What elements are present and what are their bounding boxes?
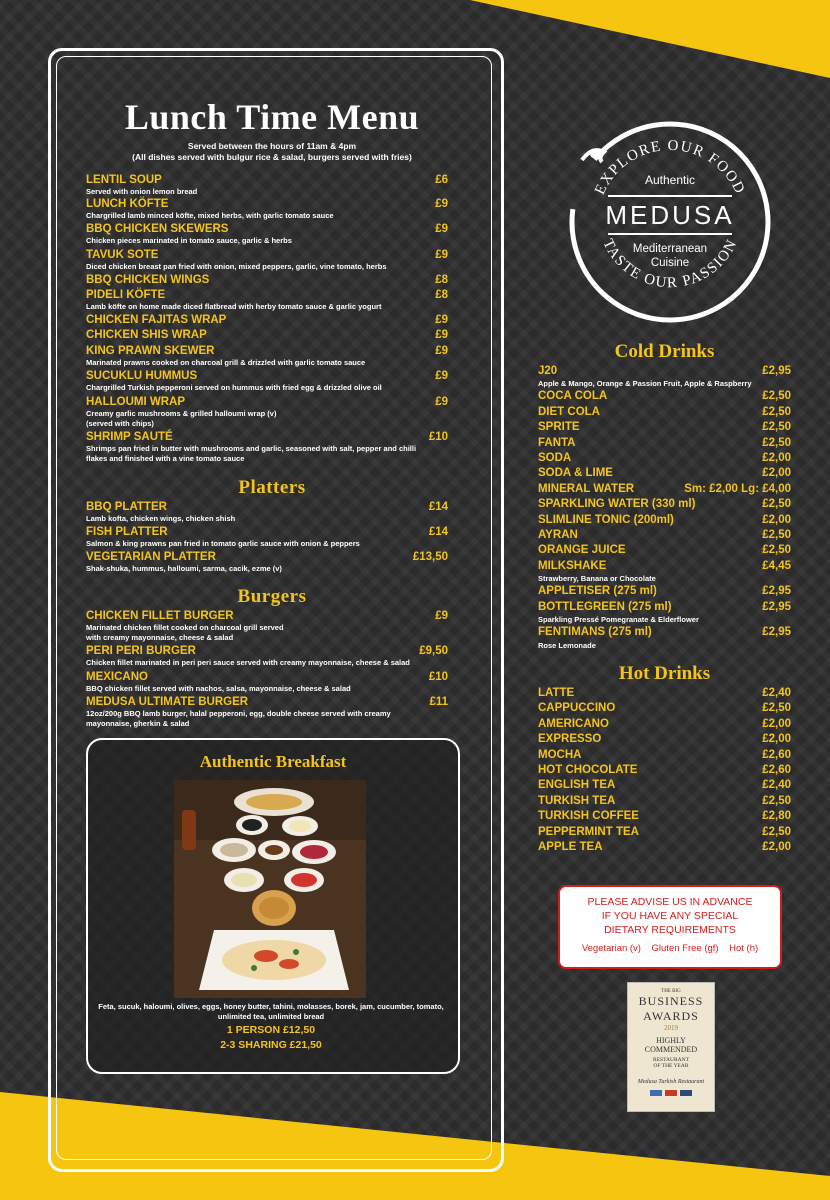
item-desc: Chicken fillet marinated in peri peri sauce served with creamy mayonnaise, cheese & salad bbox=[86, 658, 410, 667]
platters-heading: Platters bbox=[238, 477, 306, 498]
drink-row bbox=[538, 600, 791, 615]
item-desc: Chargrilled Turkish pepperoni served on hummus with fried egg & drizzled olive oil bbox=[86, 383, 382, 392]
breakfast-price-1: 1 PERSON £12,50 bbox=[226, 1024, 316, 1036]
menu-item bbox=[86, 345, 448, 368]
breakfast-photo bbox=[174, 780, 366, 998]
item-desc: Lamb kofta, chicken wings, chicken shish bbox=[86, 514, 236, 523]
drink-price: £2,00 bbox=[762, 467, 791, 480]
burgers-heading: Burgers bbox=[237, 586, 307, 607]
item-price: £9 bbox=[435, 370, 448, 382]
menu-item bbox=[86, 431, 448, 463]
drink-name: CAPPUCCINO bbox=[538, 702, 616, 715]
drink-name: BOTTLEGREEN (275 ml) bbox=[538, 600, 672, 613]
sponsor-logo bbox=[680, 1090, 692, 1096]
menu-item bbox=[86, 274, 448, 287]
drink-price: £2,50 bbox=[762, 529, 791, 542]
item-name: MEXICANO bbox=[86, 671, 148, 683]
item-name: LENTIL SOUP bbox=[86, 174, 162, 186]
drink-desc: Sparkling Pressé Pomegranate & Elderflower bbox=[538, 615, 699, 625]
item-desc: Shak-shuka, hummus, halloumi, sarma, cacik, ezme (v) bbox=[86, 564, 282, 573]
item-name: BBQ CHICKEN WINGS bbox=[86, 274, 210, 286]
drink-name: FENTIMANS (275 ml) bbox=[538, 626, 652, 639]
drink-price: £2,50 bbox=[762, 421, 791, 434]
drink-name: MINERAL WATER bbox=[538, 482, 635, 495]
item-name: CHICKEN FAJITAS WRAP bbox=[86, 314, 227, 326]
item-desc: Diced chicken breast pan fried with onion, mixed peppers, garlic, vine tomato, herbs bbox=[86, 262, 387, 271]
menu-item bbox=[86, 370, 448, 393]
drink-desc: Strawberry, Banana or Chocolate bbox=[538, 574, 656, 584]
menu-item bbox=[86, 198, 448, 221]
menu-item bbox=[86, 289, 448, 312]
drink-name: TURKISH COFFEE bbox=[538, 810, 639, 823]
drink-price: £2,50 bbox=[762, 436, 791, 449]
sponsor-logo bbox=[650, 1090, 662, 1096]
drink-row bbox=[538, 559, 791, 574]
item-price: £9 bbox=[435, 198, 448, 210]
drink-row bbox=[538, 451, 791, 466]
drink-row bbox=[538, 584, 791, 599]
item-name: SUCUKLU HUMMUS bbox=[86, 370, 198, 382]
drink-name: LATTE bbox=[538, 687, 575, 699]
drink-name: APPLE TEA bbox=[538, 841, 603, 854]
drink-price: £2,60 bbox=[762, 748, 791, 761]
drink-price: £2,40 bbox=[762, 779, 791, 792]
award-certificate bbox=[627, 982, 715, 1112]
menu-item bbox=[86, 249, 448, 272]
drink-row bbox=[538, 686, 791, 701]
item-desc: Lamb köfte on home made diced flatbread with herby tomato sauce & garlic yogurt bbox=[86, 302, 382, 311]
drink-name: APPLETISER (275 ml) bbox=[538, 585, 657, 598]
drink-name: MOCHA bbox=[538, 748, 582, 761]
medusa-logo bbox=[568, 120, 772, 324]
dietary-notice bbox=[558, 885, 782, 969]
drink-price: £2,95 bbox=[762, 600, 791, 613]
award-hc1: HIGHLY bbox=[656, 1036, 686, 1045]
item-name: FISH PLATTER bbox=[86, 526, 168, 538]
item-price: £9 bbox=[435, 610, 448, 622]
drink-price: £2,50 bbox=[762, 794, 791, 807]
drink-row bbox=[538, 732, 791, 747]
drink-price: £2,95 bbox=[762, 626, 791, 639]
drink-price: £2,50 bbox=[762, 405, 791, 418]
drink-row bbox=[538, 466, 791, 481]
item-name: BBQ CHICKEN SKEWERS bbox=[86, 223, 229, 235]
item-desc: Shrimps pan fried in butter with mushrooms and garlic, seasoned with salt, pepper and chilli bbox=[86, 444, 417, 453]
drink-row bbox=[538, 825, 791, 840]
drink-price: £2,40 bbox=[762, 687, 791, 699]
advise-line1: PLEASE ADVISE US IN ADVANCE bbox=[587, 896, 753, 908]
drink-name: SPRITE bbox=[538, 421, 580, 434]
drink-name: SODA & LIME bbox=[538, 467, 613, 480]
drink-row bbox=[538, 513, 791, 528]
drink-row bbox=[538, 701, 791, 716]
drink-name: TURKISH TEA bbox=[538, 794, 616, 807]
item-desc-2: with creamy mayonnaise, cheese & salad bbox=[86, 632, 234, 642]
drink-name: SLIMLINE TONIC (200ml) bbox=[538, 513, 674, 526]
hot-drinks-heading: Hot Drinks bbox=[618, 663, 711, 684]
item-name: SHRIMP SAUTÉ bbox=[86, 431, 173, 443]
drink-name: J20 bbox=[538, 365, 558, 377]
breakfast-title: Authentic Breakfast bbox=[199, 752, 347, 771]
item-name: TAVUK SOTE bbox=[86, 249, 159, 261]
breakfast-desc bbox=[96, 1002, 446, 1022]
drink-row bbox=[538, 405, 791, 420]
item-name: BBQ PLATTER bbox=[86, 501, 167, 513]
menu-item bbox=[86, 396, 448, 428]
breakfast-price-2: 2-3 SHARING £21,50 bbox=[220, 1039, 322, 1051]
drink-row bbox=[538, 528, 791, 543]
item-price: £6 bbox=[435, 174, 448, 186]
logo-line2: Cuisine bbox=[650, 257, 690, 269]
item-price: £9 bbox=[435, 249, 448, 261]
item-price: £11 bbox=[429, 696, 448, 708]
drink-row bbox=[538, 543, 791, 558]
cold-drinks-heading: Cold Drinks bbox=[614, 341, 715, 362]
item-name: PERI PERI BURGER bbox=[86, 645, 196, 657]
drink-desc: Apple & Mango, Orange & Passion Fruit, Apple & Raspberry bbox=[538, 379, 752, 389]
drink-price: £2,00 bbox=[762, 733, 791, 746]
item-price: £10 bbox=[428, 431, 448, 443]
item-price: £10 bbox=[428, 671, 448, 683]
logo-name: MEDUSA bbox=[605, 200, 735, 230]
award-r1: RESTAURANT bbox=[653, 1057, 689, 1063]
drink-price: £2,50 bbox=[762, 498, 791, 511]
sponsor-logo bbox=[665, 1090, 677, 1096]
award-r2: OF THE YEAR bbox=[653, 1063, 689, 1069]
logo-line1: Mediterranean bbox=[632, 243, 708, 255]
drink-row bbox=[538, 794, 791, 809]
item-desc: Creamy garlic mushrooms & grilled halloumi wrap (v) bbox=[86, 409, 277, 418]
item-name: VEGETARIAN PLATTER bbox=[86, 551, 216, 563]
drink-name: ENGLISH TEA bbox=[538, 779, 616, 792]
drink-price: £2,95 bbox=[762, 585, 791, 598]
drink-name: MILKSHAKE bbox=[538, 559, 607, 572]
award-awards: AWARDS bbox=[643, 1009, 699, 1023]
served-note: Served between the hours of 11am & 4pm bbox=[187, 141, 357, 151]
item-price: £14 bbox=[428, 501, 448, 513]
drink-name: FANTA bbox=[538, 436, 576, 449]
menu-item bbox=[86, 645, 448, 668]
menu-item bbox=[86, 501, 448, 524]
drink-row bbox=[538, 364, 791, 379]
svg-text:EXPLORE OUR FOOD bbox=[592, 138, 748, 197]
drink-price: £2,50 bbox=[762, 390, 791, 403]
item-name: CHICKEN FILLET BURGER bbox=[86, 610, 234, 622]
item-desc: Served with onion lemon bread bbox=[86, 187, 198, 196]
drink-price: £2,50 bbox=[762, 544, 791, 557]
item-desc: Chicken pieces marinated in tomato sauce, garlic & herbs bbox=[86, 236, 292, 245]
drink-name: AYRAN bbox=[538, 529, 578, 542]
drink-row bbox=[538, 748, 791, 763]
drink-name: HOT CHOCOLATE bbox=[538, 764, 638, 777]
item-name: CHICKEN SHIS WRAP bbox=[86, 329, 207, 341]
drink-name: ORANGE JUICE bbox=[538, 544, 626, 557]
drink-price: £2,00 bbox=[762, 513, 791, 526]
drink-row bbox=[538, 389, 791, 404]
item-desc: Marinated prawns cooked on charcoal grill & drizzled with garlic tomato sauce bbox=[86, 358, 366, 367]
drink-row bbox=[538, 763, 791, 778]
drink-row bbox=[538, 840, 791, 855]
drink-row bbox=[538, 778, 791, 793]
drink-price: £2,95 bbox=[762, 365, 791, 377]
award-signature: Medusa Turkish Restaurant bbox=[637, 1079, 705, 1085]
menu-item bbox=[86, 526, 448, 549]
drink-price: Sm: £2,00 Lg: £4,00 bbox=[684, 482, 791, 495]
drink-name: PEPPERMINT TEA bbox=[538, 825, 639, 838]
item-desc: Marinated chicken fillet cooked on charcoal grill served bbox=[86, 623, 284, 632]
drink-row bbox=[538, 482, 791, 497]
item-price: £13,50 bbox=[412, 551, 448, 563]
drink-name: AMERICANO bbox=[538, 717, 609, 730]
item-price: £9 bbox=[435, 396, 448, 408]
drink-price: £4,45 bbox=[762, 559, 791, 572]
drink-price: £2,00 bbox=[762, 841, 791, 854]
item-price: £8 bbox=[435, 289, 448, 301]
served-note-2: (All dishes served with bulgur rice & salad, burgers served with fries) bbox=[132, 152, 412, 162]
item-desc-2: flakes and finished with a vine tomato sauce bbox=[86, 453, 245, 463]
drink-price: £2,50 bbox=[762, 825, 791, 838]
menu-item bbox=[86, 696, 448, 728]
item-name: KING PRAWN SKEWER bbox=[86, 345, 215, 357]
logo-bottom-arc: TASTE OUR PASSION bbox=[599, 236, 741, 292]
item-desc-2: mayonnaise, gherkin & salad bbox=[86, 718, 190, 728]
drink-row bbox=[538, 625, 791, 640]
drink-name: SPARKLING WATER (330 ml) bbox=[538, 498, 696, 511]
breakfast-desc-line1: Feta, sucuk, haloumi, olives, eggs, honey butter, tahini, molasses, borek, jam, cucumber, tomato, bbox=[98, 1002, 444, 1011]
drink-price: £2,00 bbox=[762, 717, 791, 730]
menu-item bbox=[86, 223, 448, 246]
item-price: £14 bbox=[428, 526, 448, 538]
lunch-title: Lunch Time Menu bbox=[124, 97, 420, 137]
drink-row bbox=[538, 497, 791, 512]
drink-price: £2,00 bbox=[762, 452, 791, 465]
item-price: £8 bbox=[435, 274, 448, 286]
drink-name: DIET COLA bbox=[538, 405, 600, 418]
item-price: £9 bbox=[435, 329, 448, 341]
menu-item bbox=[86, 671, 448, 694]
item-name: MEDUSA ULTIMATE BURGER bbox=[86, 696, 249, 708]
advise-line3: DIETARY REQUIREMENTS bbox=[604, 924, 736, 936]
drink-desc: Rose Lemonade bbox=[538, 640, 596, 650]
item-desc-2: (served with chips) bbox=[86, 418, 154, 428]
drink-row bbox=[538, 809, 791, 824]
item-price: £9 bbox=[435, 314, 448, 326]
award-hc2: COMMENDED bbox=[644, 1045, 698, 1054]
item-desc: BBQ chicken fillet served with nachos, salsa, mayonnaise, cheese & salad bbox=[86, 684, 351, 693]
drink-row bbox=[538, 717, 791, 732]
menu-item bbox=[86, 329, 448, 342]
drink-name: COCA COLA bbox=[538, 390, 608, 403]
drink-row bbox=[538, 420, 791, 435]
menu-item bbox=[86, 610, 448, 642]
item-desc: Chargrilled lamb minced köfte, mixed herbs, with garlic tomato sauce bbox=[86, 211, 334, 220]
item-price: £9,50 bbox=[419, 645, 448, 657]
item-desc: Salmon & king prawns pan fried in tomato garlic sauce with onion & peppers bbox=[86, 539, 360, 548]
menu-item bbox=[86, 314, 448, 327]
drink-row bbox=[538, 436, 791, 451]
award-small: THE BIG bbox=[661, 989, 681, 994]
drink-name: SODA bbox=[538, 452, 572, 465]
award-year: 2019 bbox=[664, 1024, 678, 1032]
item-name: LUNCH KÖFTE bbox=[86, 198, 169, 210]
hot-drinks-list bbox=[538, 686, 791, 855]
item-desc: 12oz/200g BBQ lamb burger, halal pepperoni, egg, double cheese served with creamy bbox=[86, 709, 391, 718]
menu-item bbox=[86, 174, 448, 197]
item-price: £9 bbox=[435, 223, 448, 235]
menu-item bbox=[86, 551, 448, 574]
dietary-legend: Vegetarian (v) Gluten Free (gf) Hot (h) bbox=[581, 943, 759, 954]
cold-drinks-list bbox=[538, 364, 791, 651]
breakfast-desc-line2: unlimited tea, unlimited bread bbox=[217, 1012, 325, 1021]
logo-top-arc: EXPLORE OUR FOOD bbox=[592, 137, 748, 198]
item-name: HALLOUMI WRAP bbox=[86, 396, 186, 408]
item-price: £9 bbox=[435, 345, 448, 357]
logo-authentic: Authentic bbox=[644, 173, 696, 187]
drink-price: £2,60 bbox=[762, 764, 791, 777]
award-business: BUSINESS bbox=[638, 994, 704, 1008]
drink-price: £2,50 bbox=[762, 702, 791, 715]
advise-line2: IF YOU HAVE ANY SPECIAL bbox=[601, 910, 739, 922]
drink-price: £2,80 bbox=[762, 810, 791, 823]
drink-name: EXPRESSO bbox=[538, 733, 602, 746]
item-name: PIDELI KÖFTE bbox=[86, 289, 166, 301]
